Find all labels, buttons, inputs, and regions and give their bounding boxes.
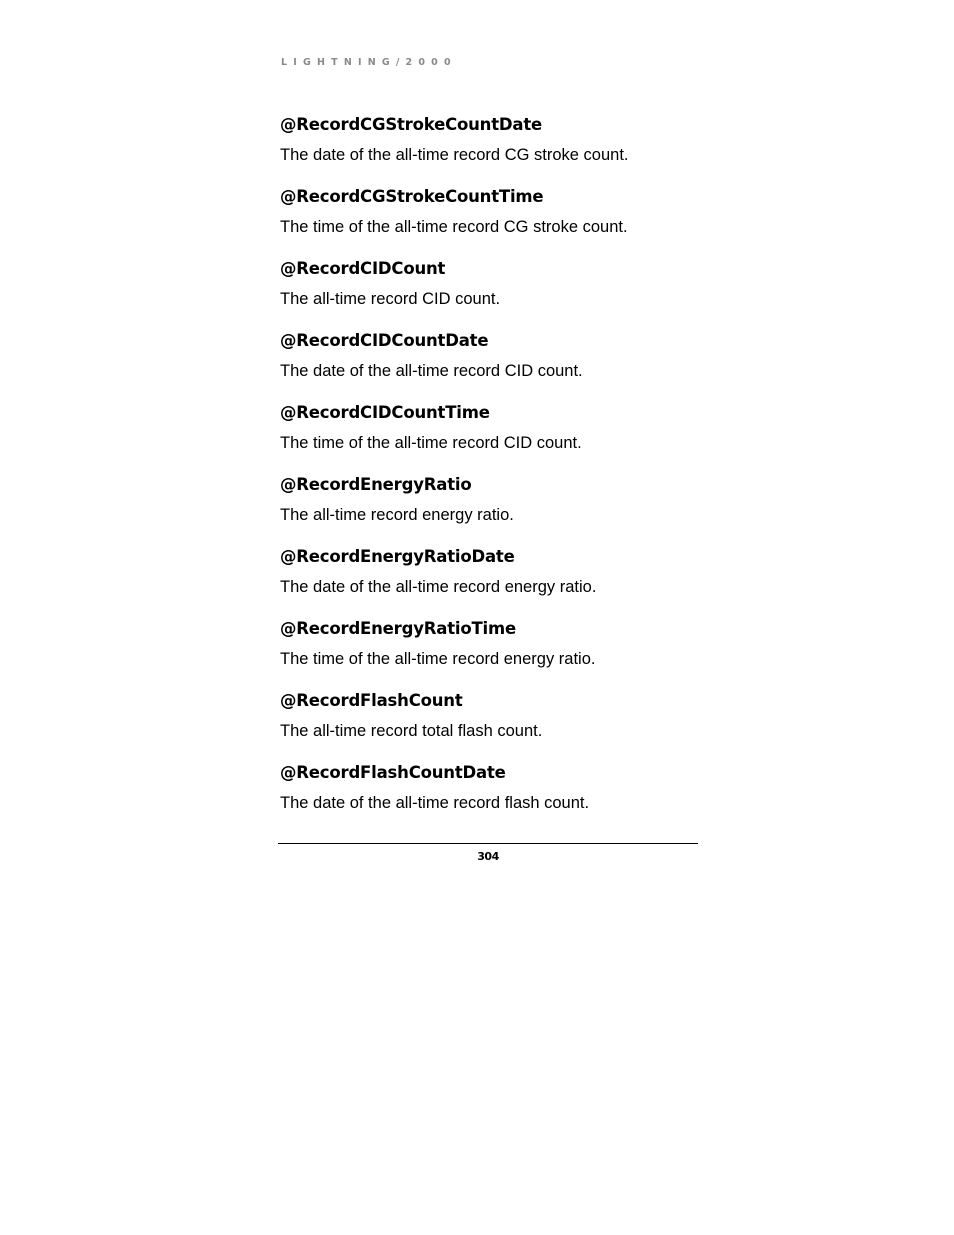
entry-description: The date of the all-time record energy ratio. — [280, 578, 597, 596]
entry-description: The all-time record CID count. — [280, 290, 501, 308]
list-item — [280, 114, 700, 186]
list-item — [280, 402, 700, 474]
list-item — [280, 474, 700, 546]
list-item — [280, 258, 700, 330]
entry-description: The time of the all-time record energy ratio. — [280, 650, 596, 668]
list-item — [280, 690, 700, 762]
footer-divider — [278, 843, 698, 844]
list-item — [280, 186, 700, 258]
running-header: LIGHTNING/2000 — [281, 57, 457, 68]
entry-list — [280, 114, 700, 834]
entry-description: The all-time record energy ratio. — [280, 506, 514, 524]
entry-term: @RecordCGStrokeCountTime — [280, 187, 544, 206]
entry-term: @RecordEnergyRatio — [280, 475, 472, 494]
list-item — [280, 330, 700, 402]
entry-description: The date of the all-time record flash count. — [280, 794, 590, 812]
entry-term: @RecordEnergyRatioTime — [280, 619, 516, 638]
page-number: 304 — [477, 850, 499, 863]
entry-term: @RecordFlashCount — [280, 691, 463, 710]
list-item — [280, 762, 700, 834]
list-item — [280, 618, 700, 690]
entry-term: @RecordCIDCountDate — [280, 331, 489, 350]
entry-description: The date of the all-time record CID count. — [280, 362, 583, 380]
entry-term: @RecordCIDCountTime — [280, 403, 490, 422]
entry-description: The date of the all-time record CG stroke count. — [280, 146, 629, 164]
entry-description: The time of the all-time record CG stroke count. — [280, 218, 628, 236]
entry-term: @RecordCGStrokeCountDate — [280, 115, 543, 134]
entry-description: The all-time record total flash count. — [280, 722, 543, 740]
entry-term: @RecordCIDCount — [280, 259, 446, 278]
entry-term: @RecordEnergyRatioDate — [280, 547, 515, 566]
list-item — [280, 546, 700, 618]
entry-description: The time of the all-time record CID count. — [280, 434, 582, 452]
entry-term: @RecordFlashCountDate — [280, 763, 506, 782]
